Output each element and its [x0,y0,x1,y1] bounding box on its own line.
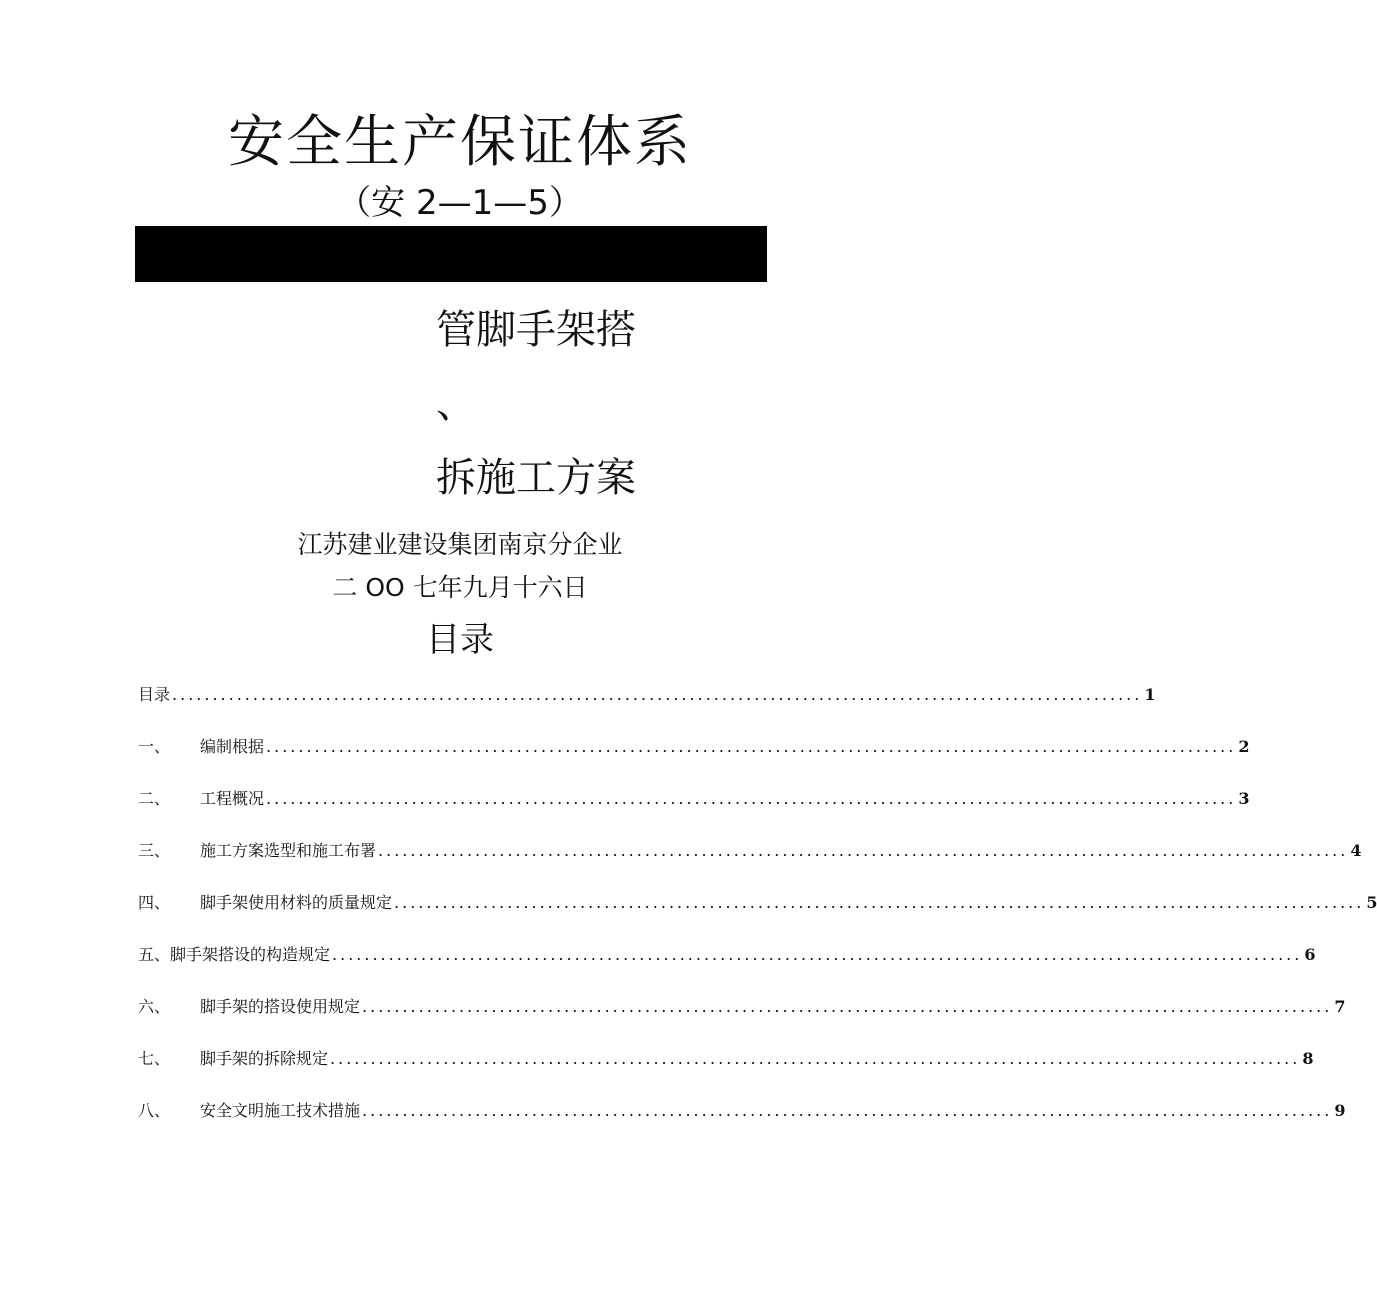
toc-leader-dots: ........................................................................................................................ [266,737,1237,756]
document-title: 安全生产保证体系 [228,110,692,175]
toc-entry[interactable] [138,1096,1346,1148]
toc-entry-label: 工程概况 [200,789,265,808]
table-of-contents [138,680,1377,1148]
toc-entry-number: 四、 [138,893,171,912]
toc-entry-page: 6 [1304,945,1316,964]
toc-entry-number: 一、 [138,737,171,756]
toc-entry[interactable] [138,680,1156,732]
document-code: （安 2—1—5） [337,183,583,223]
toc-entry[interactable] [138,784,1250,836]
toc-leader-dots: ........................................................................................................................ [394,893,1365,912]
document-date: 二 OO 七年九月十六日 [332,573,588,602]
toc-entry-label: 安全文明施工技术措施 [200,1101,361,1120]
company-name: 江苏建业建设集团南京分企业 [297,530,623,559]
toc-entry[interactable] [138,940,1316,992]
toc-entry-page: 4 [1350,841,1362,860]
toc-leader-dots: ........................................................................................................................ [172,685,1143,704]
toc-leader-dots: ........................................................................................................................ [362,997,1333,1016]
toc-entry-label: 脚手架的搭设使用规定 [200,997,361,1016]
toc-entry-page: 8 [1302,1049,1314,1068]
toc-entry-page: 1 [1144,685,1156,704]
toc-entry-label: 五、脚手架搭设的构造规定 [138,945,331,964]
toc-entry[interactable] [138,732,1250,784]
toc-entry-page: 9 [1334,1101,1346,1120]
plan-title-line-1: 管脚手架搭 [436,307,636,353]
toc-entry-label: 施工方案选型和施工布署 [200,841,377,860]
toc-entry-page: 5 [1366,893,1377,912]
toc-leader-dots: ........................................................................................................................ [266,789,1237,808]
toc-entry[interactable] [138,1044,1314,1096]
toc-entry-page: 3 [1238,789,1250,808]
toc-title: 目录 [426,620,494,660]
toc-leader-dots: ........................................................................................................................ [378,841,1349,860]
toc-leader-dots: ........................................................................................................................ [330,1049,1301,1068]
toc-leader-dots: ........................................................................................................................ [332,945,1303,964]
plan-title-line-2: 、 [436,381,476,427]
toc-entry-number: 二、 [138,789,171,808]
toc-entry-page: 2 [1238,737,1250,756]
toc-entry-number: 三、 [138,841,171,860]
toc-entry-label: 目录 [138,685,171,704]
toc-entry[interactable] [138,888,1377,940]
toc-entry-label: 脚手架使用材料的质量规定 [200,893,393,912]
toc-leader-dots: ........................................................................................................................ [362,1101,1333,1120]
plan-title-line-3: 拆施工方案 [436,455,636,501]
toc-entry-label: 编制根据 [200,737,265,756]
toc-entry[interactable] [138,992,1346,1044]
toc-entry[interactable] [138,836,1362,888]
redaction-bar [135,226,767,282]
toc-entry-label: 脚手架的拆除规定 [200,1049,329,1068]
toc-entry-page: 7 [1334,997,1346,1016]
toc-entry-number: 八、 [138,1101,171,1120]
toc-entry-number: 七、 [138,1049,171,1068]
toc-entry-number: 六、 [138,997,171,1016]
